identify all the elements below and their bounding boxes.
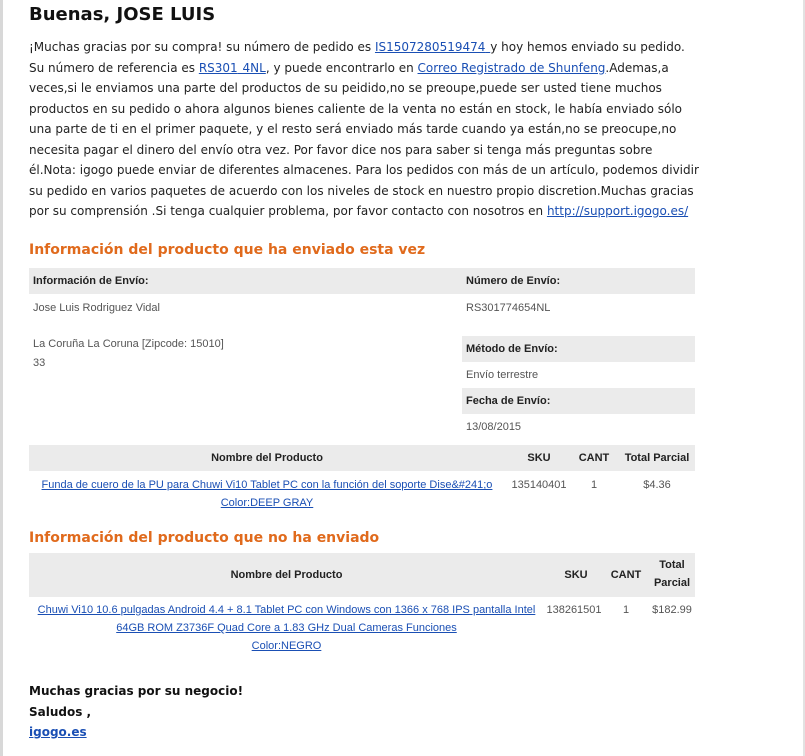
intro-text-4: .Ademas,a veces,si le enviamos una parte del productos de su peidido,no se preoupe,puede ser usted tiene muchos productos en su pedido o ahora algunos bienes caliente de la venta no están en stock, le había enviado sólo una parte de ti en el primer paquete, y el resto será enviado más tarde cuando ya están,no se preocupe,no necesita pagar el dinero del envío otra vez. Por favor dice nos para saber si tenga más preguntas sobre él.Nota: igogo puede enviar de diferentes almacenes. Para los pedidos con más de un artículo, podemos dividir su pedido en varios paquetes de acuerdo con los niveles de stock en nuestro propio discretion.Muchas gracias por su comprensión .Si tenga cualquier problema, por favor contacto con nosotros en	[29, 60, 699, 218]
column-sku: SKU	[564, 569, 588, 581]
column-qty: CANT	[578, 452, 610, 464]
intro-text-2: y hoy hemos enviado su pedido. Su número de referencia es	[29, 40, 685, 75]
intro-paragraph	[29, 37, 701, 222]
shipping-date-value: 13/08/2015	[466, 421, 522, 433]
recipient-name: Jose Luis Rodriguez Vidal	[33, 302, 160, 314]
shipping-date-label: Fecha de Envío:	[462, 388, 695, 414]
product-link[interactable]: Chuwi Vi10 10.6 pulgadas Android 4.4 + 8.1 Tablet PC con Windows con 1366 x 768 IPS pantalla Intel 64GB ROM Z3736F Quad Core a 1.83 GHz Dual Cameras Funciones Color:NEGRO	[37, 604, 536, 652]
product-sku: 138261501	[546, 604, 602, 616]
shipping-method-value: Envío terrestre	[466, 369, 539, 381]
closing-thanks: Muchas gracias por su negocio!	[29, 684, 244, 698]
product-subtotal: $4.36	[643, 479, 671, 491]
not-shipped-products-table	[29, 553, 695, 658]
shipped-products-table	[29, 445, 695, 515]
column-subtotal: Total Parcial	[624, 452, 690, 464]
shipping-number-value: RS301774654NL	[466, 302, 551, 314]
recipient-address-extra: 33	[33, 357, 46, 369]
column-product-name: Nombre del Producto	[211, 452, 323, 464]
intro-text-1: ¡Muchas gracias por su compra! su número de pedido es	[29, 40, 375, 54]
not-shipped-section-title: Información del producto que no ha enviado	[29, 530, 380, 546]
recipient-address: La Coruña La Coruna [Zipcode: 15010]	[33, 338, 224, 350]
product-qty: 1	[622, 604, 630, 616]
signature-link[interactable]: igogo.es	[29, 725, 87, 739]
carrier-link[interactable]: Correo Registrado de Shunfeng	[417, 60, 606, 75]
order-number-link[interactable]: IS1507280519474	[374, 40, 486, 54]
column-subtotal-line2: Parcial	[653, 577, 691, 589]
intro-text-3: , y puede encontrarlo en	[265, 60, 418, 75]
shipping-number-label: Número de Envío:	[462, 268, 695, 294]
column-qty: CANT	[610, 569, 642, 581]
shipped-section-title: Información del producto que ha enviado esta vez	[29, 242, 426, 258]
shipping-method-label: Método de Envío:	[462, 336, 695, 362]
greeting-heading: Buenas, JOSE LUIS	[29, 4, 216, 25]
product-sku: 135140401	[511, 479, 567, 491]
column-subtotal-line1: Total	[659, 559, 685, 571]
support-link[interactable]: http://support.igogo.es/	[546, 204, 689, 218]
left-border	[0, 0, 3, 756]
product-qty: 1	[590, 479, 598, 491]
closing-regards: Saludos ,	[29, 705, 92, 719]
shipping-info-label: Información de Envío:	[29, 268, 462, 294]
column-product-name: Nombre del Producto	[230, 569, 343, 581]
reference-number-link[interactable]: RS301 4NL	[198, 60, 266, 75]
column-sku: SKU	[527, 452, 551, 464]
product-subtotal: $182.99	[652, 604, 692, 616]
product-link[interactable]: Funda de cuero de la PU para Chuwi Vi10 Tablet PC con la función del soporte Dise&#241;o Color:DEEP GRAY	[41, 479, 493, 509]
